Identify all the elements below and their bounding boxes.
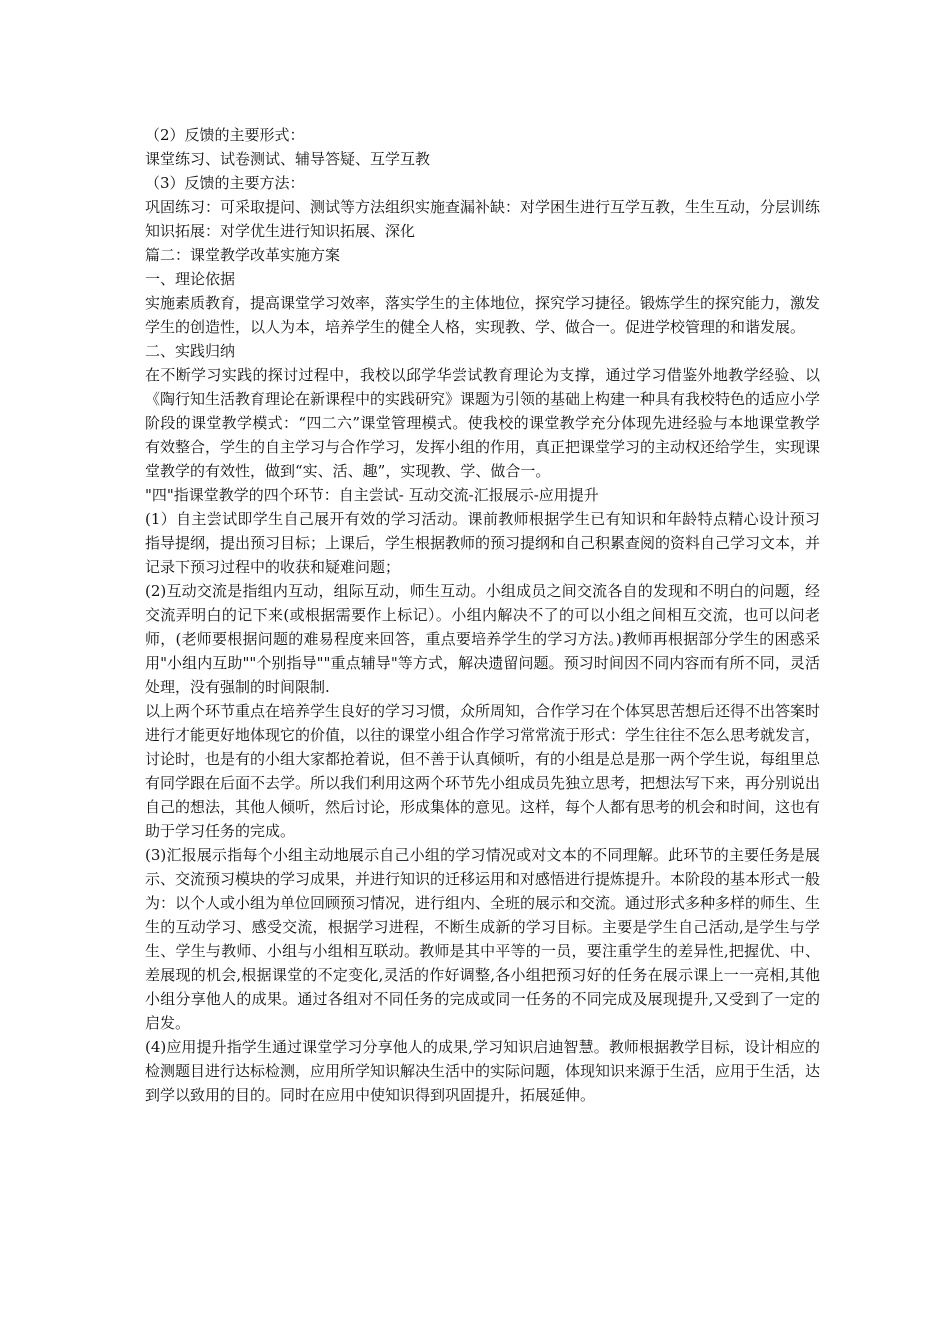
paragraph: 在不断学习实践的探讨过程中，我校以邱学华尝试教育理论为支撑，通过学习借鉴外地教学经验、以《陶行知生活教育理论在新课程中的实践研究》课题为引领的基础上构建一种具有我校特色的适应小学阶段的课堂教学模式：“四二六”课堂管理模式。使我校的课堂教学充分体现先进经验与本地课堂教学有效整合，学生的自主学习与合作学习，发挥小组的作用，真正把课堂学习的主动权还给学生，实现课堂教学的有效性，做到“实、活、趣”，实现教、学、做合一。 [145,366,821,480]
paragraph: (2)互动交流是指组内互动，组际互动，师生互动。小组成员之间交流各自的发现和不明白的问题，经交流弄明白的记下来(或根据需要作上标记）。小组内解决不了的可以小组之间相互交流，也可以问老师，(老师要根据问题的难易程度来回答，重点要培养学生的学习方法。)教师再根据部分学生的困惑采用"小组内互助""个别指导""重点辅导"等方式，解决遗留问题。预习时间因不同内容而有所不同，灵活处理，没有强制的时间限制. [145,582,820,696]
paragraph: (1）自主尝试即学生自己展开有效的学习活动。课前教师根据学生已有知识和年龄特点精心设计预习指导提纲，提出预习目标；上课后，学生根据教师的预习提纲和自己积累查阅的资料自己学习文本，并记录下预习过程中的收获和疑难问题； [145,510,821,576]
paragraph: 实施素质教育，提高课堂学习效率，落实学生的主体地位，探究学习捷径。锻炼学生的探究能力，激发学生的创造性，以人为本，培养学生的健全人格，实现教、学、做合一。促进学校管理的和谐发展。 [145,294,821,336]
paragraph: (3)汇报展示指每个小组主动地展示自己小组的学习情况或对文本的不同理解。此环节的主要任务是展示、交流预习模块的学习成果，并进行知识的迁移运用和对感悟进行提炼提升。本阶段的基本形式一般为：以个人或小组为单位回顾预习情况，进行组内、全班的展示和交流。通过形式多种多样的师生、生生的互动学习、感受交流，根据学习进程，不断生成新的学习目标。主要是学生自己活动,是学生与学生、学生与教师、小组与小组相互联动。教师是其中平等的一员，要注重学生的差异性,把握优、中、差展现的机会,根据课堂的不定变化,灵活的作好调整,各小组把预习好的任务在展示课上一一亮相,其他小组分享他人的成果。通过各组对不同任务的完成或同一任务的不同完成及展现提升,又受到了一定的启发。 [145,846,821,1032]
paragraph: 巩固练习：可采取提问、测试等方法组织实施查漏补缺：对学困生进行互学互教，生生互动，分层训练 [145,198,821,216]
paragraph: (4)应用提升指学生通过课堂学习分享他人的成果,学习知识启迪智慧。教师根据教学目标，设计相应的检测题目进行达标检测，应用所学知识解决生活中的实际问题，体现知识来源于生活，应用于生活，达到学以致用的目的。同时在应用中使知识得到巩固提升，拓展延伸。 [145,1038,821,1104]
section-title: 篇二：课堂教学改革实施方案 [145,246,341,264]
paragraph: 课堂练习、试卷测试、辅导答疑、互学互教 [145,150,431,168]
heading-practice-summary: 二、实践归纳 [145,342,236,360]
document-body [145,123,820,1107]
heading-theory-basis: 一、理论依据 [145,270,236,288]
paragraph: "四"指课堂教学的四个环节：自主尝试- 互动交流-汇报展示-应用提升 [145,486,599,504]
paragraph: 知识拓展：对学优生进行知识拓展、深化 [145,222,416,240]
subheading-feedback-methods: （3）反馈的主要方法： [145,174,305,192]
paragraph: 以上两个环节重点在培养学生良好的学习习惯，众所周知，合作学习在个体冥思苦想后还得不出答案时进行才能更好地体现它的价值，以往的课堂小组合作学习常常流于形式：学生往往不怎么思考就发言，讨论时，也是有的小组大家都抢着说，但不善于认真倾听，有的小组是总是那一两个学生说，每组里总有同学跟在后面不去学。所以我们利用这两个环节先小组成员先独立思考，把想法写下来，再分别说出自己的想法，其他人倾听，然后讨论，形成集体的意见。这样，每个人都有思考的机会和时间，这也有助于学习任务的完成。 [145,702,821,840]
subheading-feedback-forms: （2）反馈的主要形式： [145,126,305,144]
